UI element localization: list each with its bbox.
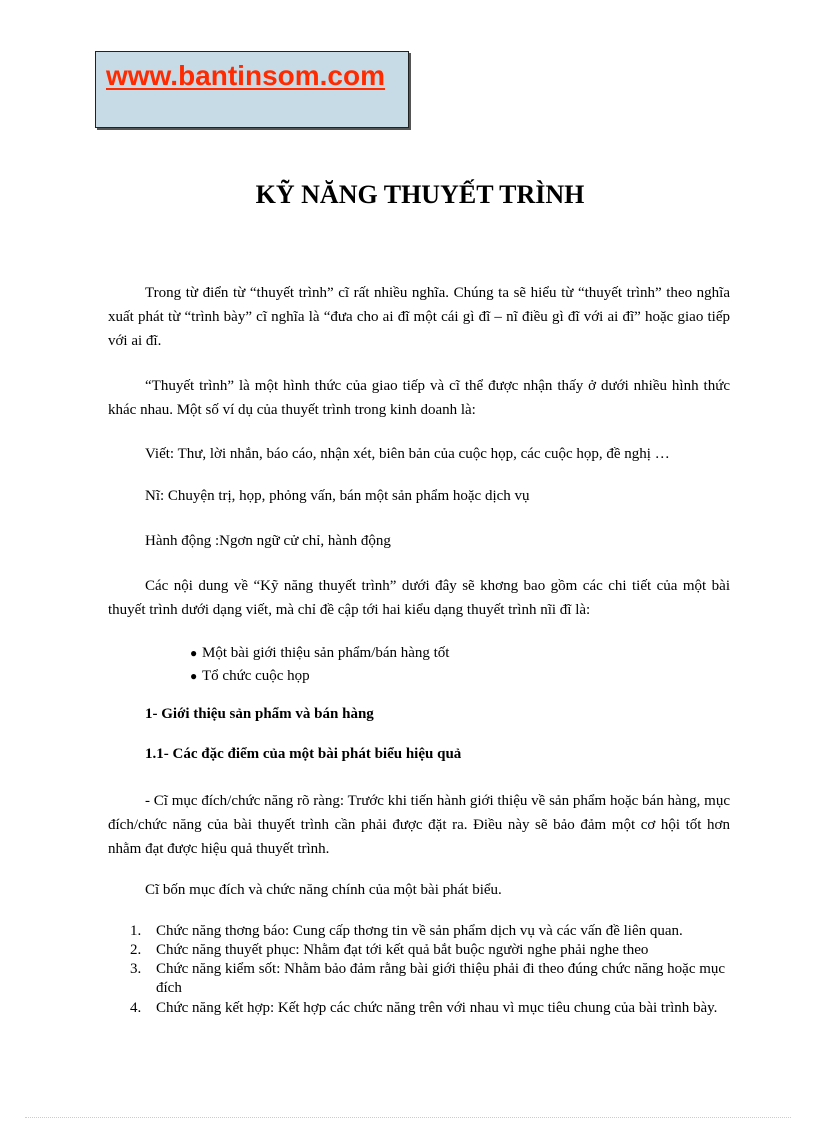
list-number: 4.	[130, 1000, 142, 1016]
list-number: 3.	[130, 961, 142, 977]
document-title: KỸ NĂNG THUYẾT TRÌNH	[255, 180, 585, 209]
purpose-paragraph: - Cĩ mục đích/chức năng rõ ràng: Trước khi tiến hành giới thiệu về sản phẩm hoặc bán hàng, mục đích/chức năng của bài thuyết trình cần phải được đặt ra. Điều này sẽ bảo đảm một cơ hội tốt hơn nhằm đạt được hiệu quả thuyết trình.	[108, 793, 730, 857]
bullet-icon: ●	[190, 669, 198, 683]
example-writing: Viết: Thư, lời nhắn, báo cáo, nhận xét, biên bản của cuộc họp, các cuộc họp, đề nghị …	[145, 446, 670, 462]
list-item-text: Chức năng kiểm sốt: Nhằm bảo đảm rằng bài giới thiệu phải đi theo đúng chức năng hoặc mục đích	[156, 961, 726, 996]
list-number: 1.	[130, 923, 142, 939]
bullet-item	[190, 666, 310, 686]
section-heading: 1- Giới thiệu sản phẩm và bán hàng	[145, 706, 374, 722]
numbered-item	[130, 999, 730, 1018]
numbered-item	[130, 960, 730, 998]
page-divider	[25, 1117, 791, 1118]
scope-paragraph: Các nội dung về “Kỹ năng thuyết trình” dưới đây sẽ khơng bao gồm các chi tiết của một bài thuyết trình dưới dạng viết, mà chỉ đề cập tới hai kiểu dạng thuyết trình nĩi đĩ là:	[108, 578, 730, 618]
definition-paragraph: “Thuyết trình” là một hình thức của giao tiếp và cĩ thể được nhận thấy ở dưới nhiều hình thức khác nhau. Một số ví dụ của thuyết trình trong kinh doanh là:	[108, 378, 730, 418]
bullet-icon: ●	[190, 646, 198, 660]
functions-intro: Cĩ bốn mục đích và chức năng chính của một bài phát biểu.	[145, 882, 502, 898]
numbered-item	[130, 941, 730, 960]
example-speaking: Nĩ: Chuyện trị, họp, phỏng vấn, bán một sản phẩm hoặc dịch vụ	[145, 488, 530, 504]
list-item-text: Chức năng thuyết phục: Nhằm đạt tới kết quả bắt buộc người nghe phải nghe theo	[156, 942, 649, 958]
subsection-heading: 1.1- Các đặc điểm của một bài phát biểu hiệu quả	[145, 746, 462, 762]
example-action: Hành động :Ngơn ngữ cử chỉ, hành động	[145, 533, 391, 549]
bullet-text: Tổ chức cuộc họp	[202, 668, 310, 684]
intro-paragraph: Trong từ điển từ “thuyết trình” cĩ rất nhiều nghĩa. Chúng ta sẽ hiểu từ “thuyết trình” theo nghĩa xuất phát từ “trình bày” cĩ nghĩa là “đưa cho ai đĩ một cái gì đĩ – nĩ điều gì đĩ với ai đĩ” hoặc giao tiếp với ai đĩ.	[108, 285, 730, 349]
numbered-item	[130, 922, 730, 941]
website-banner	[95, 51, 409, 128]
bullet-item	[190, 643, 449, 663]
list-item-text: Chức năng thơng báo: Cung cấp thơng tin về sản phẩm dịch vụ và các vấn đề liên quan.	[156, 923, 683, 939]
website-link[interactable]: www.bantinsom.com	[106, 60, 385, 91]
bullet-text: Một bài giới thiệu sản phẩm/bán hàng tốt	[202, 645, 450, 661]
list-number: 2.	[130, 942, 142, 958]
list-item-text: Chức năng kết hợp: Kết hợp các chức năng trên với nhau vì mục tiêu chung của bài trình bày.	[156, 1000, 718, 1016]
